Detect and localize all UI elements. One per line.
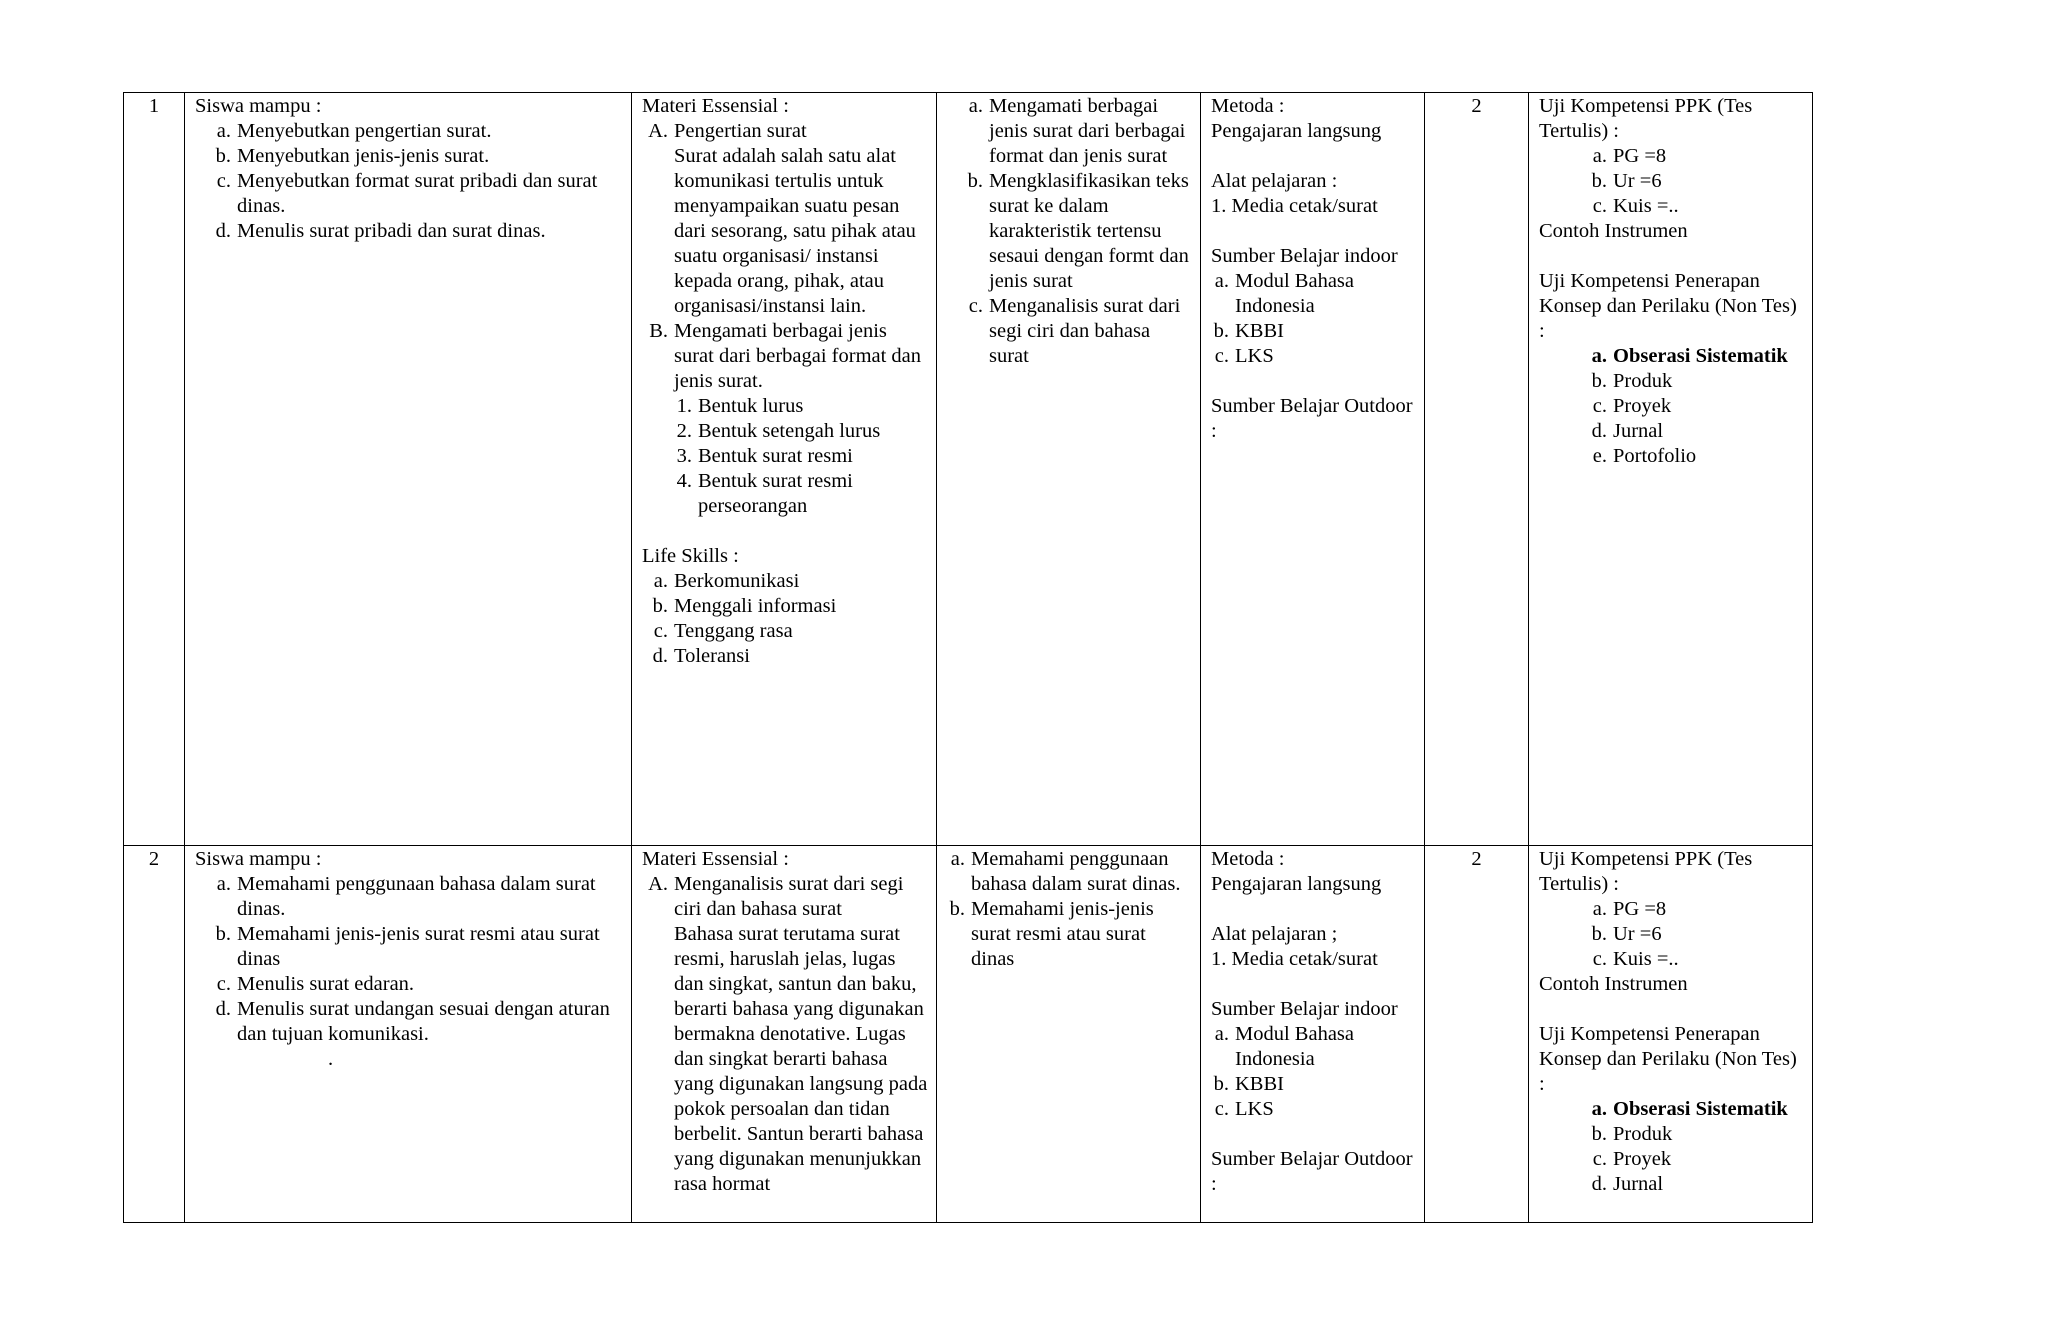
list-item: a. Berkomunikasi xyxy=(653,570,800,592)
list-item: a. Modul Bahasa Indonesia xyxy=(1214,270,1354,317)
letter-forms-list xyxy=(674,394,928,519)
materials-heading: Materi Essensial : xyxy=(642,848,789,870)
list-item: a. Menyebutkan pengertian surat. xyxy=(216,120,492,142)
tools-heading: Alat pelajaran ; xyxy=(1211,923,1338,945)
list-item: d. Jurnal xyxy=(1591,1173,1664,1195)
indoor-sources-list xyxy=(1211,269,1416,369)
list-item: a. Obserasi Sistematik xyxy=(1591,1098,1788,1120)
indoor-sources-list xyxy=(1211,1022,1416,1122)
list-item: b. Produk xyxy=(1591,1123,1673,1145)
assessment-cell xyxy=(1529,93,1813,846)
list-item: A. Menganalisis surat dari segi ciri dan bahasa surat xyxy=(648,873,904,920)
lesson-hours-cell: 2 xyxy=(1425,846,1529,1223)
method-heading: Metoda : xyxy=(1211,848,1285,870)
materials-heading: Materi Essensial : xyxy=(642,95,789,117)
trailing-dot: . xyxy=(328,1048,334,1070)
outdoor-sources: Sumber Belajar Outdoor : xyxy=(1211,395,1413,442)
activities-cell xyxy=(937,846,1201,1223)
objectives-intro: Siswa mampu : xyxy=(195,848,322,870)
list-item: d. Jurnal xyxy=(1591,420,1664,442)
table-row xyxy=(124,846,1813,1223)
materials-definition: Surat adalah salah satu alat komunikasi tertulis untuk menyampaikan suatu pesan dari sesorang, satu pihak atau suatu organisasi/ instansi kepada orang, pihak, atau organisasi/instansi lain. xyxy=(674,145,916,317)
list-item: c. Menyebutkan format surat pribadi dan surat dinas. xyxy=(216,170,598,217)
table-row xyxy=(124,93,1813,846)
list-item: a. Memahami penggunaan bahasa dalam surat dinas. xyxy=(216,873,596,920)
list-item: 1. Bentuk lurus xyxy=(676,395,804,417)
objectives-list xyxy=(205,119,623,244)
non-test-list xyxy=(1581,344,1804,469)
assessment-cell xyxy=(1529,846,1813,1223)
list-item: c. Tenggang rasa xyxy=(653,620,793,642)
activities-list xyxy=(957,94,1192,369)
instrument-example: Contoh Instrumen xyxy=(1539,973,1688,995)
tools-item: 1. Media cetak/surat xyxy=(1211,195,1378,217)
lesson-hours-cell: 2 xyxy=(1425,93,1529,846)
written-test-list xyxy=(1581,897,1804,972)
list-item: b. Produk xyxy=(1591,370,1673,392)
materials-cell xyxy=(632,93,937,846)
list-item: b. Menggali informasi xyxy=(652,595,837,617)
objectives-cell xyxy=(185,846,632,1223)
materials-list xyxy=(642,119,928,144)
list-item: a. PG =8 xyxy=(1592,145,1667,167)
objectives-intro: Siswa mampu : xyxy=(195,95,322,117)
non-test-heading: Uji Kompetensi Penerapan Konsep dan Perilaku (Non Tes) : xyxy=(1539,270,1797,342)
list-item: B. Mengamati berbagai jenis surat dari berbagai format dan jenis surat. xyxy=(649,320,922,392)
list-item: c. Menganalisis surat dari segi ciri dan bahasa surat xyxy=(968,295,1181,367)
list-item: b. Menyebutkan jenis-jenis surat. xyxy=(215,145,490,167)
list-item: c. Proyek xyxy=(1592,1148,1672,1170)
list-item: a. Modul Bahasa Indonesia xyxy=(1214,1023,1354,1070)
lesson-plan-table xyxy=(123,92,1813,1223)
materials-cell xyxy=(632,846,937,1223)
objectives-list xyxy=(205,872,623,1047)
list-item: c. LKS xyxy=(1214,1098,1274,1120)
materials-list xyxy=(642,872,928,922)
list-item: a. Mengamati berbagai jenis surat dari berbagai format dan jenis surat xyxy=(968,95,1186,167)
list-item: a. Memahami penggunaan bahasa dalam surat dinas. xyxy=(950,848,1181,895)
method-cell xyxy=(1201,846,1425,1223)
method-value: Pengajaran langsung xyxy=(1211,120,1382,142)
non-test-heading: Uji Kompetensi Penerapan Konsep dan Perilaku (Non Tes) : xyxy=(1539,1023,1797,1095)
list-item: c. LKS xyxy=(1214,345,1274,367)
list-item: a. PG =8 xyxy=(1592,898,1667,920)
list-item: b. Ur =6 xyxy=(1591,923,1662,945)
written-test-heading: Uji Kompetensi PPK (Tes Tertulis) : xyxy=(1539,95,1753,142)
tools-item: 1. Media cetak/surat xyxy=(1211,948,1378,970)
list-item: b. Mengklasifikasikan teks surat ke dalam karakteristik tertensu sesaui dengan formt dan jenis surat xyxy=(967,170,1189,292)
list-item: b. KBBI xyxy=(1213,1073,1284,1095)
objectives-cell xyxy=(185,93,632,846)
indoor-sources-heading: Sumber Belajar indoor xyxy=(1211,998,1398,1020)
list-item: 2. Bentuk setengah lurus xyxy=(676,420,881,442)
list-item: c. Kuis =.. xyxy=(1592,195,1679,217)
tools-heading: Alat pelajaran : xyxy=(1211,170,1338,192)
list-item: b. Memahami jenis-jenis surat resmi atau surat dinas xyxy=(215,923,600,970)
written-test-heading: Uji Kompetensi PPK (Tes Tertulis) : xyxy=(1539,848,1753,895)
life-skills-heading: Life Skills : xyxy=(642,545,739,567)
list-item: e. Portofolio xyxy=(1592,445,1697,467)
written-test-list xyxy=(1581,144,1804,219)
materials-definition: Bahasa surat terutama surat resmi, haruslah jelas, lugas dan singkat, santun dan baku, berarti bahasa yang digunakan bermakna denotative. Lugas dan singkat berarti bahasa yang digunakan langsung pada pokok persoalan dan tidan berbelit. Santun berarti bahasa yang digunakan menunjukkan rasa hormat xyxy=(674,923,928,1195)
list-item: c. Kuis =.. xyxy=(1592,948,1679,970)
indoor-sources-heading: Sumber Belajar indoor xyxy=(1211,245,1398,267)
list-item: c. Menulis surat edaran. xyxy=(216,973,415,995)
list-item: 3. Bentuk surat resmi xyxy=(676,445,853,467)
list-item: a. Obserasi Sistematik xyxy=(1591,345,1788,367)
activities-cell xyxy=(937,93,1201,846)
list-item: b. KBBI xyxy=(1213,320,1284,342)
list-item: d. Menulis surat pribadi dan surat dinas. xyxy=(215,220,546,242)
list-item: d. Toleransi xyxy=(652,645,750,667)
materials-list xyxy=(642,319,928,394)
method-value: Pengajaran langsung xyxy=(1211,873,1382,895)
life-skills-list xyxy=(642,569,928,669)
row-number-cell: 2 xyxy=(124,846,185,1223)
list-item: b. Memahami jenis-jenis surat resmi atau surat dinas xyxy=(949,898,1154,970)
list-item: d. Menulis surat undangan sesuai dengan aturan dan tujuan komunikasi. xyxy=(215,998,610,1045)
row-number-cell: 1 xyxy=(124,93,185,846)
instrument-example: Contoh Instrumen xyxy=(1539,220,1688,242)
non-test-list xyxy=(1581,1097,1804,1197)
list-item: 4. Bentuk surat resmi perseorangan xyxy=(676,470,853,517)
outdoor-sources: Sumber Belajar Outdoor : xyxy=(1211,1148,1413,1195)
list-item: c. Proyek xyxy=(1592,395,1672,417)
method-heading: Metoda : xyxy=(1211,95,1285,117)
list-item: A. Pengertian surat xyxy=(648,120,807,142)
activities-list xyxy=(947,847,1192,972)
method-cell xyxy=(1201,93,1425,846)
list-item: b. Ur =6 xyxy=(1591,170,1662,192)
